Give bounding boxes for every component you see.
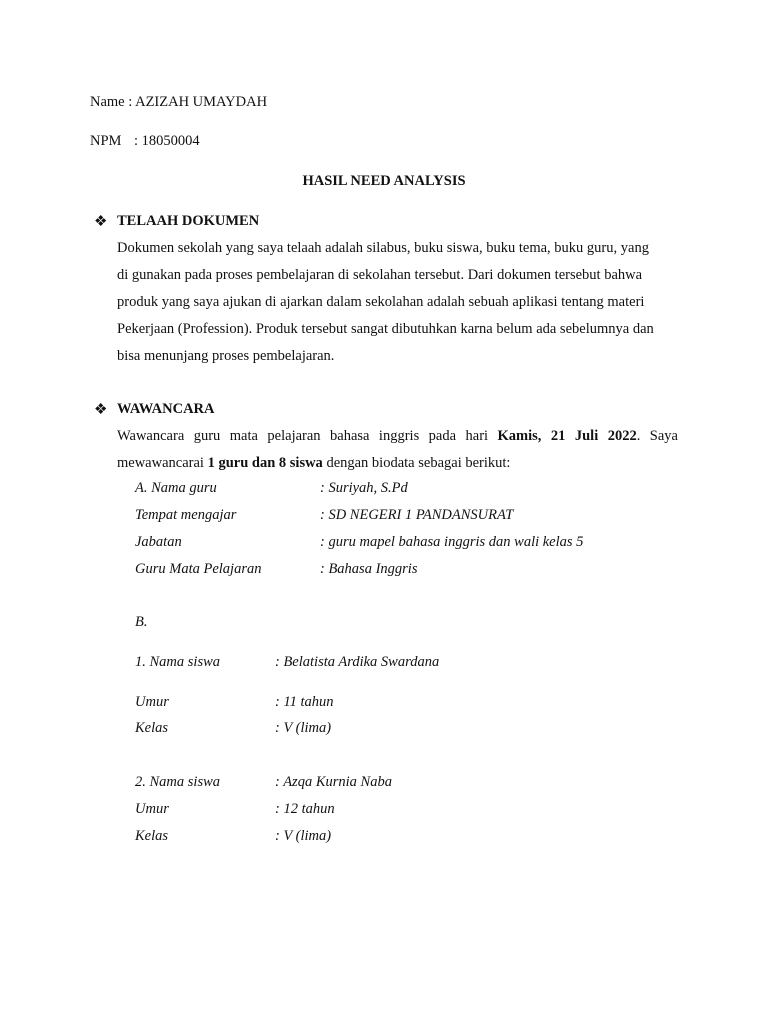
intro-text-end: . Saya <box>636 428 678 444</box>
student-field-value: : V (lima) <box>275 720 332 736</box>
section-heading-telaah: TELAAH DOKUMEN <box>117 213 260 229</box>
student-field-value: : Azqa Kurnia Naba <box>275 774 392 790</box>
paragraph-line: bisa menunjang proses pembelajaran. <box>117 348 335 364</box>
section-heading-wawancara: WAWANCARA <box>117 401 215 417</box>
intro-text-end: dengan biodata sebagai berikut: <box>322 455 511 471</box>
teacher-field-value: : Suriyah, S.Pd <box>320 480 408 496</box>
student-field-label: Umur <box>135 801 169 817</box>
paragraph-line <box>117 423 678 450</box>
paragraph-line: Pekerjaan (Profession). Produk tersebut sangat dibutuhkan karna belum ada sebelumnya dan <box>117 321 654 337</box>
teacher-field-label: Tempat mengajar <box>135 507 237 523</box>
student-field-label: Kelas <box>135 720 169 736</box>
teacher-field-label: A. Nama guru <box>135 480 217 496</box>
teacher-field-label: Guru Mata Pelajaran <box>135 561 262 577</box>
student-field-label: 2. Nama siswa <box>135 774 221 790</box>
student-field-label: 1. Nama siswa <box>135 654 221 670</box>
name-line: Name : AZIZAH UMAYDAH <box>90 94 268 110</box>
student-field-value: : V (lima) <box>275 828 332 844</box>
student-field-value: : 12 tahun <box>275 801 335 817</box>
student-field-label: Kelas <box>135 828 169 844</box>
interview-date: Kamis, 21 Juli 2022 <box>497 428 637 444</box>
paragraph-line: Dokumen sekolah yang saya telaah adalah silabus, buku siswa, buku tema, buku guru, yang <box>117 240 649 256</box>
paragraph-line: produk yang saya ajukan di ajarkan dalam sekolahan adalah sebuah aplikasi tentang materi <box>117 294 645 310</box>
teacher-field-label: Jabatan <box>135 534 182 550</box>
npm-label: NPM <box>90 133 122 149</box>
teacher-field-value: : SD NEGERI 1 PANDANSURAT <box>320 507 514 523</box>
wawancara-paragraph <box>117 423 678 477</box>
student-field-label: Umur <box>135 694 169 710</box>
diamond-bullet-icon: ❖ <box>94 402 108 418</box>
diamond-bullet-icon: ❖ <box>94 214 108 230</box>
intro-text: Wawancara guru mata pelajaran bahasa inggris pada hari <box>117 428 498 444</box>
teacher-field-value: : Bahasa Inggris <box>320 561 418 577</box>
teacher-field-value: : guru mapel bahasa inggris dan wali kelas 5 <box>320 534 584 550</box>
student-field-value: : Belatista Ardika Swardana <box>275 654 440 670</box>
section-b-label: B. <box>135 614 148 630</box>
student-field-value: : 11 tahun <box>275 694 334 710</box>
telaah-paragraph <box>117 235 678 370</box>
intro-text: mewawancarai <box>117 455 208 471</box>
npm-value: : 18050004 <box>134 133 200 149</box>
interviewee-count: 1 guru dan 8 siswa <box>207 455 323 471</box>
paragraph-line: di gunakan pada proses pembelajaran di sekolahan tersebut. Dari dokumen tersebut bahwa <box>117 267 643 283</box>
paragraph-line <box>117 450 678 477</box>
document-title: HASIL NEED ANALYSIS <box>302 173 466 189</box>
